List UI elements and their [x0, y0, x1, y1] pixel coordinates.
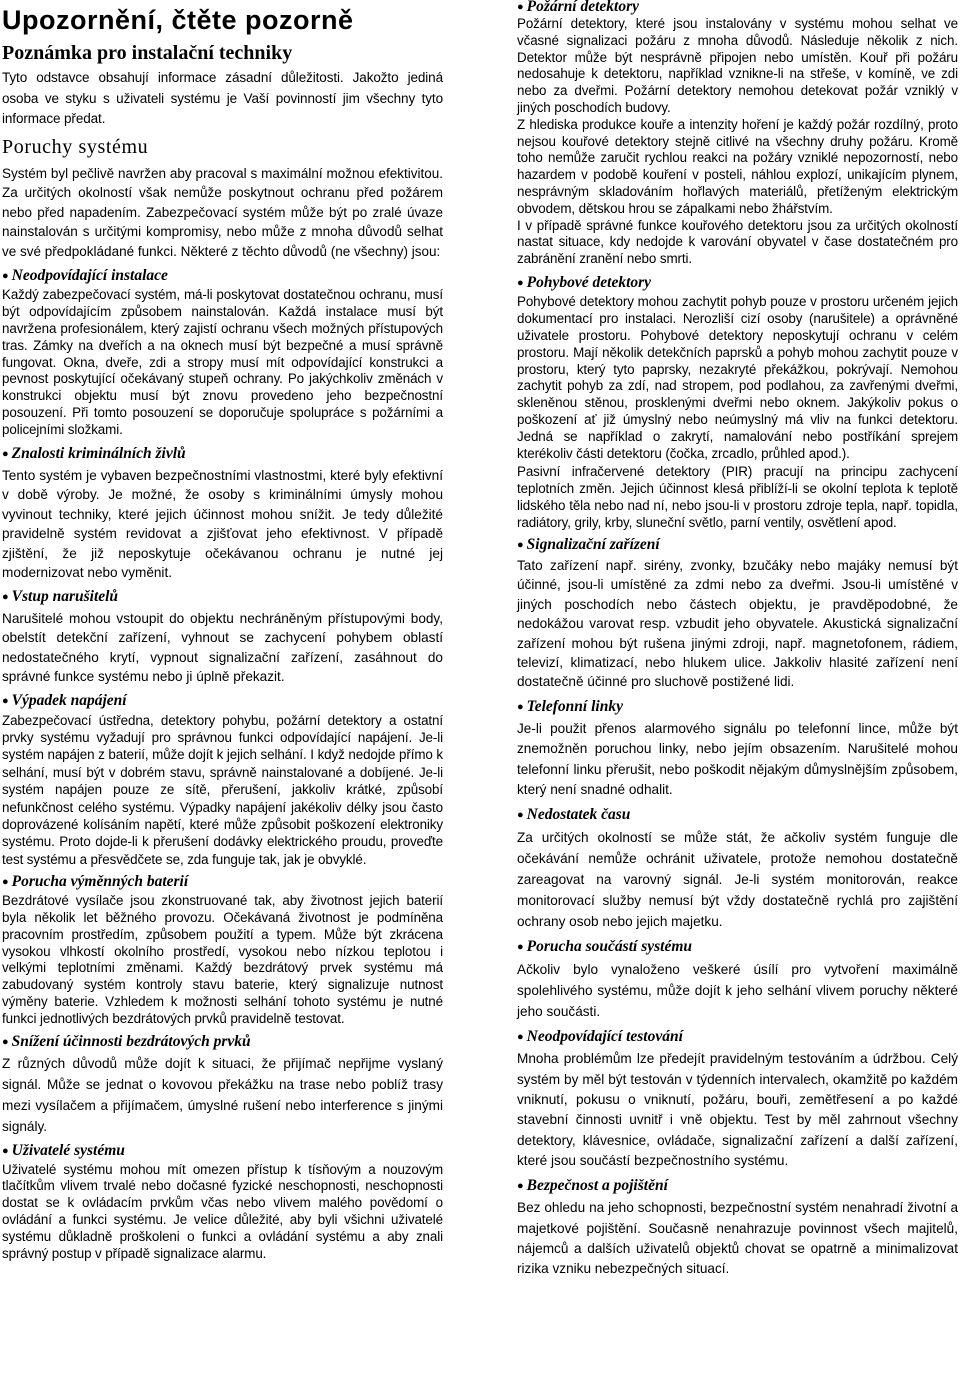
subsection-title: ● Porucha součástí systému: [517, 938, 693, 956]
subsection-text: Tato zařízení např. sirény, zvonky, bzučáky nebo majáky nemusí být účinné, jsou-li umístěné za zdmi nebo za dveřmi. Jsou-li umístěné v jiných poschodích nebo částech objektu, je pravděpodobné, že nedokážou varovat resp. vzbudit jeho obyvatele. Akustická signalizační zařízení mohou být rušena jinými zdroji, např. magnetofonem, rádiem, televizí, klimatizací, nebo hlukem ulice. Jakkoliv hlasité zařízení není dostatečně účinné pro sluchově postižené lidi.: [517, 558, 958, 690]
subsection-title: ● Požární detektory: [517, 0, 640, 15]
subsection-title: ● Vstup narušitelů: [2, 587, 119, 605]
section-title: Poruchy systému: [2, 135, 149, 158]
subsection-text: Mnoha problémům lze předejít pravidelným testováním a údržbou. Celý systém by měl být testován v týdenních intervalech, okamžitě po každém vniknutí, pokusu o vniknutí, požáru, bouři, zemětřesení a po každé stavební činnosti uvnitř i vně objektu. Test by měl zahrnout všechny detektory, klávesnice, ovládače, signalizační zařízení a další zařízení, které jsou součástí bezpečnostního systému.: [517, 1051, 958, 1168]
bullet-icon: ●: [2, 447, 9, 460]
bullet-icon: ●: [2, 270, 9, 283]
subsection-title: ● Bezpečnost a pojištění: [517, 1177, 668, 1195]
subsection-text: Zabezpečovací ústředna, detektory pohybu, požární detektory a ostatní prvky systému vyžadují pro správnou funkci odpovídající napájení. Je-li systém napájen z baterií, může dojít k jejich selhání. I když nedojde přímo k selhání, musí být v dobrém stavu, správně nainstalované a dobíjené. Je-li systém napájen pouze ze sítě, přerušení, jakkoliv krátké, způsobí nefunkčnost celého systému. Výpadky napájení jakékoliv délky jsou často doprovázené kolísáním napětí, které může způsobit poškození elektroniky systému. Proto dojde-li k přerušení dodávky elektrického proudu, proveďte test systému a přesvědčete se, zda funguje tak, jak je obvyklé.: [2, 712, 443, 867]
bullet-icon: ●: [517, 1031, 524, 1044]
subsection-title: ● Neodpovídající testování: [517, 1028, 683, 1046]
subsection-text: Z hlediska produkce kouře a intenzity hoření je každý požár rozdílný, proto nejsou kouřové detektory stejně citlivé na všechny druhy požáru. Kromě toho nemůže zaručit rychlou reakci na požáry vzniklé nepozorností, nebo hazardem v podobě kouření v posteli, náhlou explozí, unikajícím plynem, nesprávným skladováním hořlavých materiálů, přetíženým elektrickým obvodem, dětskou hrou se zápalkami nebo žhářstvím.: [517, 116, 958, 216]
subsection-title: ● Snížení účinnosti bezdrátových prvků: [2, 1032, 251, 1050]
subsection-text: Za určitých okolností se může stát, že ačkoliv systém funguje dle očekávání nemůže ochránit uživatele, protože nemohou dostatečně zareagovat na varovný signál. Je-li systém monitorován, reakce monitorovací služby nemusí být vždy dostatečně rychlá pro zajištění ochrany osob nebo jejich majetku.: [517, 830, 958, 930]
subsection-text: Požární detektory, které jsou instalovány v systému mohou selhat ve včasné signalizaci požáru z mnoha důvodů. Následuje několik z nich. Detektor může být nesprávně připojen nebo umístěn. Kouř při požáru nedosahuje k detektoru, například vznikne-li na střeše, v komíně, ve zdi nebo za dveřmi. Požární detektory nemohou detekovat požár vzniklý v jiných poschodích budovy.: [517, 16, 958, 115]
bullet-icon: ●: [2, 590, 9, 603]
bullet-icon: ●: [517, 1, 524, 13]
note-text: Tyto odstavce obsahují informace zásadní důležitosti. Jakožto jediná osoba ve styku s uživateli systému je Vaší povinností jim všechny tyto informace předat.: [2, 70, 443, 126]
bullet-icon: ●: [517, 700, 524, 713]
bullet-icon: ●: [2, 1144, 9, 1157]
subsection-text: Pasivní infračervené detektory (PIR) pracují na principu zachycení teplotních změn. Jejich účinnost klesá přiblíží-li se okolní teplota k teplotě lidského těla nebo nad ní, nebo jsou-li v prostoru zdroje tepla, např. topidla, radiátory, grily, krby, sluneční světlo, parní ventily, osvětlení apod.: [517, 464, 958, 531]
subsection-title: ● Porucha výměnných baterií: [2, 873, 189, 891]
page-title: Upozornění, čtěte pozorně: [2, 5, 354, 35]
section-text: Systém byl pečlivě navržen aby pracoval s maximální možnou efektivitou. Za určitých okolností však nemůže poskytnout ochranu před požárem nebo před napadením. Zabezpečovací systém může být po zralé úvaze nainstalován s určitými kompromisy, nebo může z mnoha důvodů selhat ve své předpokládané funkci. Některé z těchto důvodů (ne všechny) jsou:: [2, 165, 443, 259]
bullet-icon: ●: [517, 809, 524, 822]
subsection-text: I v případě správné funkce kouřového detektoru jsou za určitých okolností nastat situace, kdy nedojde k varování obyvatel v čase dostatečném pro zabránění zranění nebo smrti.: [517, 217, 958, 267]
bullet-icon: ●: [517, 941, 524, 954]
bullet-icon: ●: [2, 876, 9, 889]
subsection-text: Ačkoliv bylo vynaloženo veškeré úsílí pro vytvoření maximálně spolehlivého systému, může dojít k jeho selhání vlivem poruchy některé jeho součásti.: [517, 962, 958, 1020]
bullet-icon: ●: [2, 1035, 9, 1048]
subsection-text: Bezdrátové vysílače jsou zkonstruované tak, aby životnost jejich baterií byla několik let běžného provozu. Očekávaná životnost je podmíněna pracovním prostředím, způsobem použití a typem. Může být zkrácena vysokou vlhkostí okolního prostředí, vysokou nebo nízkou teplotou i velkými teplotními změnami. Každý bezdrátový prvek systému má zabudovaný systém kontroly stavu baterie, který signalizuje nutnost výměny baterie. Vzhledem k možnosti selhání tohoto systému je nutné funkci jednotlivých bezdrátových prvků pravidelně testovat.: [2, 893, 443, 1026]
left-column: [2, 0, 443, 1262]
subsection-text: Je-li použit přenos alarmového signálu po telefonní lince, může být znemožněn poruchou linky, nebo jejím obsazením. Narušitelé mohou telefonní linku přerušit, nebo poškodit nějakým důmyslnějším způsobem, který není snadné odhalit.: [517, 720, 958, 798]
bullet-icon: ●: [2, 694, 9, 707]
bullet-icon: ●: [517, 276, 524, 289]
bullet-icon: ●: [517, 539, 524, 552]
subsection-text: Pohybové detektory mohou zachytit pohyb pouze v prostoru určeném jejich dokumentací pro instalaci. Nerozliší cizí osoby (narušitele) a oprávněné uživatele prostoru. Pohybové detektory neposkytují ochranu v celém prostoru. Mají několik detekčních paprsků a pohyb mohou zachytit pouze v prostoru, který tyto paprsky, nezakryté překážkou, pokrývají. Nemohou zachytit pohyb za zdí, nad stropem, pod podlahou, za zavřenými dveřmi, skleněnou stěnou, prosklenými dveřmi nebo oknem. Jakýkoliv pokus o poškození ať již úmyslný nebo neúmyslný má vliv na funkci detektoru. Jedná se například o zakrytí, namalování nebo postříkání sprejem kterékoliv části detektoru (čočka, zrcadlo, průhled apod.).: [517, 293, 958, 462]
subsection-text: Každý zabezpečovací systém, má-li poskytovat dostatečnou ochranu, musí být odpovídajícím způsobem nainstalován. Každá instalace musí být navržena profesionálem, který zajistí ochranu všech možných přístupových tras. Zámky na dveřích a na oknech musí být bezpečné a musí správně fungovat. Okna, dveře, zdi a stropy musí mít odpovídající konstrukci a pevnost poskytující očekávaný stupeň ochrany. Po jakýchkoliv změnách v konstrukci objektu musí být znovu provedeno jeho bezpečnostní posouzení. Při tomto posouzení se doporučuje spolupráce s požárními a policejními složkami.: [2, 287, 443, 437]
subsection-text: Uživatelé systému mohou mít omezen přístup k tísňovým a nouzovým tlačítkům vlivem trvalé nebo dočasné fyzické neschopnosti, neschopnosti dostat se k ovládacím prvkům včas nebo vlivem malého povědomí o ovládání a funkci systému. Je velice důležité, aby byli všichni uživatelé systému důkladně proškoleni o funkci a ovládání systému a aby znali správný postup v případě signalizace alarmu.: [2, 1161, 443, 1261]
subsection-title: ● Neodpovídající instalace: [2, 267, 168, 285]
right-column: [517, 0, 958, 1280]
subsection-text: Tento systém je vybaven bezpečnostními vlastnostmi, které byly efektivní v době výroby. Je možné, že osoby s kriminálními úmysly mohou vyvinout techniky, které jejich účinnost mohou snížit. Je tedy důležité pravidelně systém revidovat a zjišťovat jeho efektivnost. V případě zjištění, že již neposkytuje očekávanou ochranu je nutné jej modernizovat nebo vyměnit.: [2, 467, 443, 581]
subsection-title: ● Signalizační zařízení: [517, 536, 660, 554]
subsection-text: Narušitelé mohou vstoupit do objektu nechráněným přístupovými body, obelstít detekční zařízení, vyhnout se zachycení pohybem oblastí nedostatečného krytí, vypnout signalizační zařízení, zasáhnout do správné funkce systému nebo ji úplně překazit.: [2, 610, 443, 685]
subsection-title: ● Uživatelé systému: [2, 1141, 125, 1159]
bullet-icon: ●: [517, 1180, 524, 1193]
subsection-title: ● Telefonní linky: [517, 697, 623, 715]
subsection-title: ● Pohybové detektory: [517, 273, 652, 291]
subsection-text: Z různých důvodů může dojít k situaci, že přijímač nepřijme vyslaný signál. Může se jednat o kovovou překážku na trase nebo poblíž trasy mezi vysílačem a přijímačem, úmyslné rušení nebo interference s jinými signály.: [2, 1055, 443, 1134]
subsection-text: Bez ohledu na jeho schopnosti, bezpečnostní systém nenahradí životní a majetkové pojištění. Současně nenahrazuje povinnost všech majitelů, nájemců a dalších uživatelů objektů chovat se opatrně a minimalizovat rizika vzniku nebezpečných situací.: [517, 1200, 958, 1277]
subsection-title: ● Výpadek napájení: [2, 691, 127, 709]
subsection-title: ● Znalosti kriminálních živlů: [2, 444, 186, 462]
note-title: Poznámka pro instalační techniky: [2, 42, 293, 64]
subsection-title: ● Nedostatek času: [517, 806, 631, 824]
